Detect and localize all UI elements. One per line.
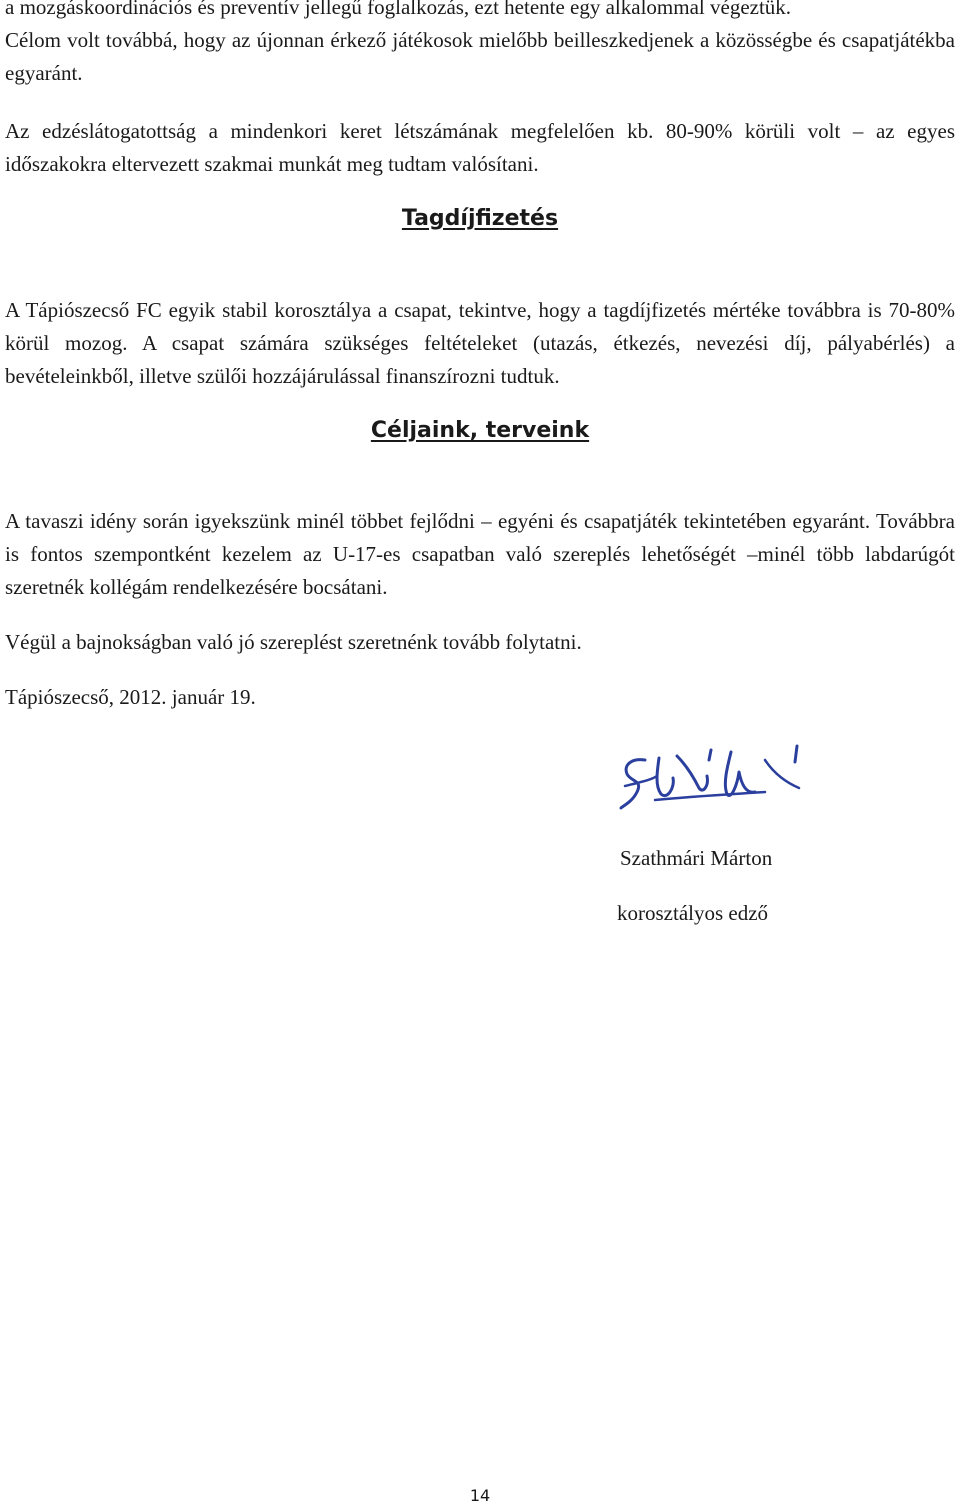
signer-name: Szathmári Márton [620, 846, 773, 870]
intro-paragraph-line-2: Célom volt továbbá, hogy az újonnan érkező játékosok mielőbb beilleszkedjenek a közösségbe és csapatjátékba egyaránt. [5, 28, 955, 85]
page-number: 14 [469, 1486, 491, 1505]
signature-icon [615, 742, 815, 814]
goals-paragraph: A tavaszi idény során igyekszünk minél többet fejlődni – egyéni és csapatjáték tekintetében egyaránt. Továbbra is fontos szempontként kezelem az U-17-es csapatban való szereplés lehetőségét –minél több labdarúgót szeretnék kollégám rendelkezésére bocsátani. [5, 509, 955, 599]
attendance-paragraph: Az edzéslátogatottság a mindenkori keret létszámának megfelelően kb. 80-90% körüli volt – az egyes időszakokra eltervezett szakmai munkát meg tudtam valósítani. [5, 119, 955, 176]
signer-title: korosztályos edző [617, 901, 769, 925]
section-heading-goals: Céljaink, terveink [370, 418, 590, 443]
section-heading-fees: Tagdíjfizetés [401, 206, 559, 231]
fees-paragraph: A Tápiószecső FC egyik stabil korosztálya a csapat, tekintve, hogy a tagdíjfizetés mértéke továbbra is 70-80% körül mozog. A csapat számára szükséges feltételeket (utazás, étkezés, nevezési díj, pályabérlés) a bevételeinkből, illetve szülői hozzájárulással finanszírozni tudtuk. [5, 298, 955, 388]
closing-sentence: Végül a bajnokságban való jó szereplést szeretnénk tovább folytatni. [5, 630, 582, 654]
intro-paragraph-line-1: a mozgáskoordinációs és preventív jellegű foglalkozás, ezt hetente egy alkalommal végeztük. [5, 0, 792, 19]
place-date: Tápiószecső, 2012. január 19. [5, 685, 256, 709]
